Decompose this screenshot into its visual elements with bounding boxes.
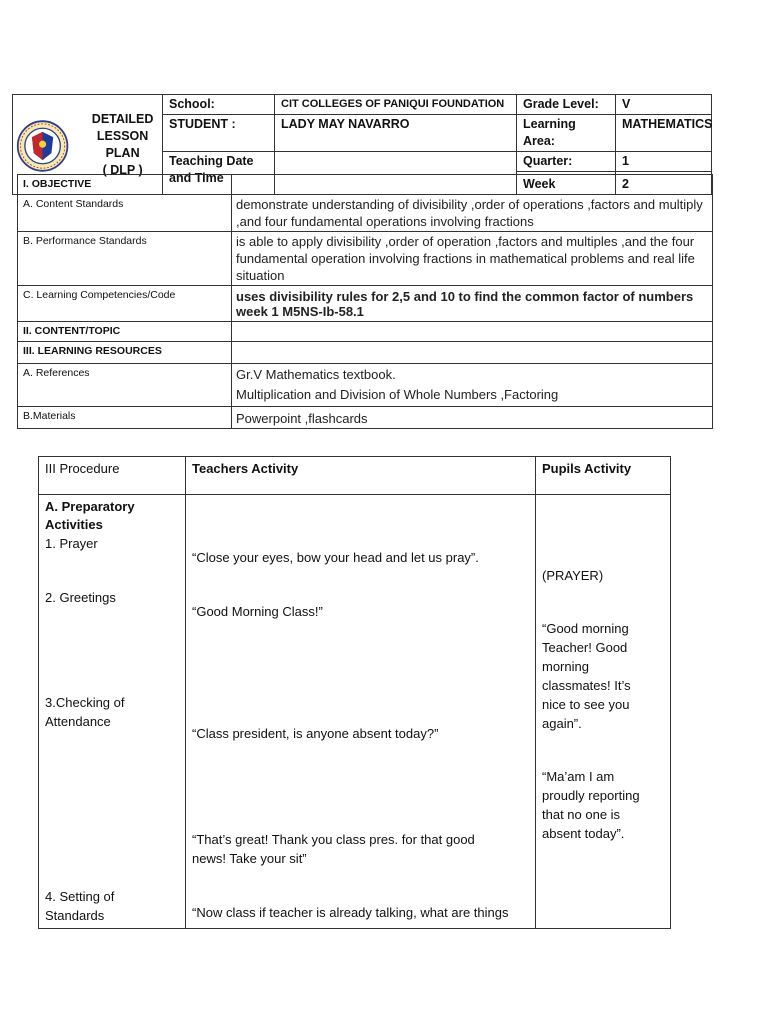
pupils-greetings-line-1: “Good morning [542, 621, 629, 636]
objective-section-value [232, 175, 713, 195]
procedure-table [38, 456, 671, 929]
content-standards-value: demonstrate understanding of divisibility ,order of operations ,factors and multiply ,and four fundamental operations involving fractions [232, 195, 713, 232]
deped-seal-icon [16, 116, 69, 176]
school-label: School: [163, 95, 275, 115]
teacher-prayer-line: “Close your eyes, bow your head and let us pray”. [192, 550, 479, 565]
learning-resources-label: III. LEARNING RESOURCES [18, 342, 232, 364]
learning-area-value: MATHEMATICS [616, 115, 712, 152]
dlp-title-line-3: ( DLP ) [102, 163, 143, 177]
step-preparatory-line-1: A. Preparatory [45, 499, 135, 514]
procedure-steps-cell [39, 495, 186, 929]
pupils-greetings-line-2: Teacher! Good [542, 640, 628, 655]
step-preparatory-line-2: Activities [45, 517, 103, 532]
school-value: CIT COLLEGES OF PANIQUI FOUNDATION [275, 95, 517, 115]
pupils-attendance-line-2: proudly reporting [542, 788, 640, 803]
teacher-greetings-line: “Good Morning Class!” [192, 604, 323, 619]
step-greetings: 2. Greetings [45, 590, 116, 605]
teacher-thanks-line-2: news! Take your sit” [192, 851, 307, 866]
pupils-greetings-line-6: again”. [542, 716, 582, 731]
content-standards-label: A. Content Standards [18, 195, 232, 232]
quarter-label: Quarter: [517, 152, 616, 172]
objective-section-label: I. OBJECTIVE [18, 175, 232, 195]
teaching-date-label-line-2: and Time [169, 171, 224, 185]
step-attendance-line-1: 3.Checking of [45, 695, 125, 710]
quarter-value: 1 [616, 152, 712, 172]
learning-area-label: Learning Area: [517, 115, 616, 152]
pupils-attendance-line-3: that no one is [542, 807, 621, 822]
pupils-greetings-line-3: morning [542, 659, 589, 674]
content-topic-value [232, 322, 713, 342]
performance-standards-value: is able to apply divisibility ,order of operation ,factors and multiples ,and the four fundamental operation involving fractions in mathematical problems and real life situation [232, 232, 713, 286]
teacher-attendance-line: “Class president, is anyone absent today?” [192, 726, 439, 741]
teachers-activity-column-header: Teachers Activity [186, 457, 536, 495]
week-value: 2 [616, 172, 712, 195]
step-standards-line-1: 4. Setting of [45, 889, 115, 904]
materials-label: B.Materials [18, 407, 232, 429]
competencies-label: C. Learning Competencies/Code [18, 286, 232, 322]
references-line-2: Multiplication and Division of Whole Numbers ,Factoring [236, 387, 559, 402]
references-label: A. References [18, 364, 232, 407]
pupils-activity-cell [536, 495, 671, 929]
teaching-date-label-line-1: Teaching Date [169, 154, 254, 168]
step-prayer: 1. Prayer [45, 536, 98, 551]
pupils-prayer-line: (PRAYER) [542, 568, 604, 583]
week-label: Week [517, 172, 616, 195]
dlp-title-line-1: DETAILED [91, 112, 154, 126]
materials-value: Powerpoint ,flashcards [232, 407, 713, 429]
step-standards-line-2: Standards [45, 908, 105, 923]
references-value [232, 364, 713, 407]
pupils-greetings-line-4: classmates! It’s [542, 678, 631, 693]
grade-level-label: Grade Level: [517, 95, 616, 115]
pupils-attendance-line-1: “Ma’am I am [542, 769, 615, 784]
pupils-greetings-line-5: nice to see you [542, 697, 630, 712]
procedure-column-header: III Procedure [39, 457, 186, 495]
pupils-attendance-line-4: absent today”. [542, 826, 625, 841]
learning-resources-value [232, 342, 713, 364]
student-value: LADY MAY NAVARRO [275, 115, 517, 152]
content-topic-label: II. CONTENT/TOPIC [18, 322, 232, 342]
performance-standards-label: B. Performance Standards [18, 232, 232, 286]
step-attendance-line-2: Attendance [45, 714, 111, 729]
teacher-standards-line: “Now class if teacher is already talking, what are things [192, 905, 509, 920]
objective-table [17, 174, 713, 429]
competencies-value: uses divisibility rules for 2,5 and 10 to find the common factor of numbers week 1 M5NS-Ib-58.1 [232, 286, 713, 322]
references-line-1: Gr.V Mathematics textbook. [236, 367, 396, 382]
teachers-activity-cell [186, 495, 536, 929]
grade-level-value: V [616, 95, 712, 115]
dlp-title-line-2: LESSON PLAN [96, 129, 149, 160]
pupils-activity-column-header: Pupils Activity [536, 457, 671, 495]
teacher-thanks-line-1: “That’s great! Thank you class pres. for that good [192, 832, 475, 847]
student-label: STUDENT : [163, 115, 275, 152]
